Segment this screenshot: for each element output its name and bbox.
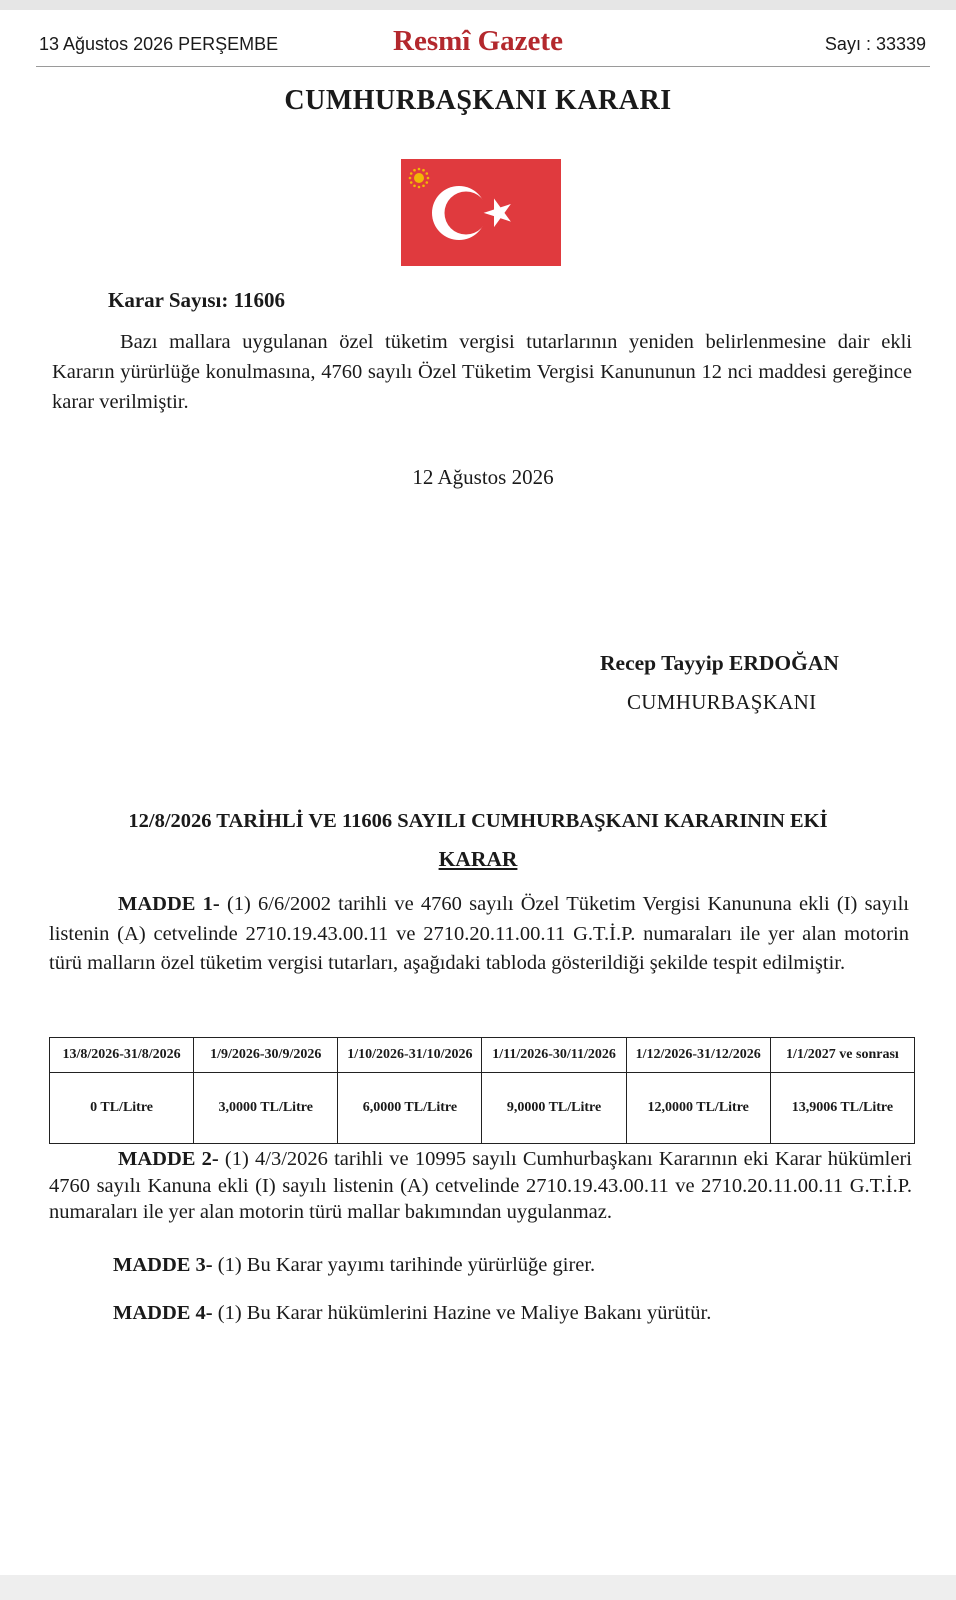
tax-amount-table	[49, 1037, 915, 1144]
decision-intro-paragraph: Bazı mallara uygulanan özel tüketim vergisi tutarlarının yeniden belirlenmesine dair ekli Kararın yürürlüğe konulmasına, 4760 sayılı Özel Tüketim Vergisi Kanununun 12 nci maddesi gereğince karar verilmiştir.	[52, 331, 912, 413]
amount-cell: 0 TL/Litre	[50, 1073, 194, 1144]
amount-cell: 12,0000 TL/Litre	[626, 1073, 770, 1144]
article-text: (1) 4/3/2026 tarihli ve 10995 sayılı Cumhurbaşkanı Kararının eki Karar hükümleri 4760 sayılı Kanuna ekli (I) sayılı listenin (A) cetvelinde 2710.19.43.00.11 ve 2710.20.11.00.11 G.T.İ.P. numaraları ile yer alan motorin türü mallar bakımından uygulanmaz.	[49, 1148, 912, 1223]
gazette-page	[0, 10, 956, 1575]
article-text: (1) Bu Karar yayımı tarihinde yürürlüğe girer.	[212, 1254, 596, 1276]
article-text: (1) Bu Karar hükümlerini Hazine ve Maliye Bakanı yürütür.	[212, 1302, 712, 1324]
turkish-flag-icon	[401, 159, 561, 266]
amount-cell: 6,0000 TL/Litre	[338, 1073, 482, 1144]
article-text: (1) 6/6/2002 tarihli ve 4760 sayılı Özel Tüketim Vergisi Kanununa ekli (I) sayılı listenin (A) cetvelinde 2710.19.43.00.11 ve 2710.20.11.00.11 G.T.İ.P. numaraları ile yer alan motorin türü malların özel tüketim vergisi tutarları, aşağıdaki tabloda gösterildiği şekilde tespit edilmiştir.	[49, 893, 909, 974]
period-cell: 1/10/2026-31/10/2026	[338, 1038, 482, 1073]
issue-number: Sayı : 33339	[824, 34, 926, 54]
article-label: MADDE 4-	[113, 1302, 213, 1324]
period-cell: 1/11/2026-30/11/2026	[482, 1038, 626, 1073]
article-1	[49, 890, 909, 979]
header-divider	[36, 66, 930, 67]
decision-number: Karar Sayısı: 11606	[108, 288, 285, 312]
article-4	[113, 1298, 711, 1328]
article-label: MADDE 3-	[113, 1254, 213, 1276]
amount-cell: 3,0000 TL/Litre	[194, 1073, 338, 1144]
signature-date: 12 Ağustos 2026	[412, 465, 554, 489]
period-cell: 1/9/2026-30/9/2026	[194, 1038, 338, 1073]
signer-name: Recep Tayyip ERDOĞAN	[600, 651, 839, 675]
period-cell: 13/8/2026-31/8/2026	[50, 1038, 194, 1073]
header-date: 13 Ağustos 2026 PERŞEMBE	[39, 34, 279, 54]
signer-title: CUMHURBAŞKANI	[627, 690, 817, 714]
article-3	[113, 1250, 595, 1280]
article-label: MADDE 2-	[118, 1148, 219, 1170]
annex-subtitle: KARAR	[438, 847, 518, 871]
amount-cell: 9,0000 TL/Litre	[482, 1073, 626, 1144]
annex-title: 12/8/2026 TARİHLİ VE 11606 SAYILI CUMHURBAŞKANI KARARININ EKİ	[128, 810, 828, 832]
period-cell: 1/1/2027 ve sonrası	[770, 1038, 914, 1073]
document-title: CUMHURBAŞKANI KARARI	[284, 85, 672, 116]
crescent-inner	[445, 192, 488, 235]
amount-cell: 13,9006 TL/Litre	[770, 1073, 914, 1144]
table-value-row	[50, 1073, 915, 1144]
page-bottom-margin	[0, 1575, 956, 1600]
table-header-row	[50, 1038, 915, 1073]
gazette-masthead: Resmî Gazete	[393, 25, 563, 57]
period-cell: 1/12/2026-31/12/2026	[626, 1038, 770, 1073]
article-label: MADDE 1-	[118, 893, 220, 915]
article-2	[49, 1146, 912, 1226]
